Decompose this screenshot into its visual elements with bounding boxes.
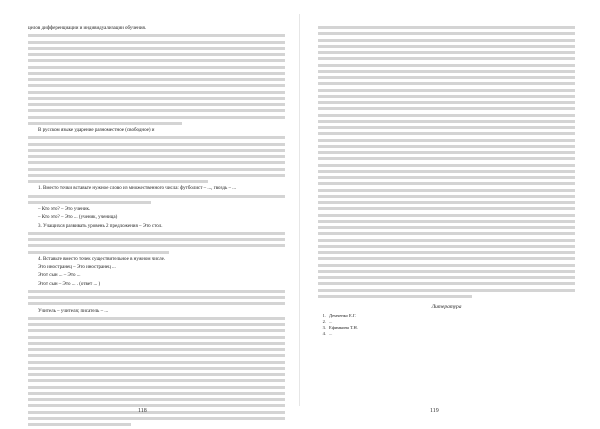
text-line	[28, 392, 285, 395]
text-line	[318, 45, 575, 48]
left-para-1	[28, 34, 285, 125]
text-line	[28, 348, 285, 351]
literature-item-number: 2.	[322, 318, 326, 324]
text-line	[318, 182, 575, 185]
text-line	[28, 72, 285, 75]
text-line	[28, 47, 285, 50]
text-line	[318, 164, 575, 167]
text-line	[318, 157, 575, 160]
text-line	[28, 417, 285, 420]
text-line	[28, 323, 285, 326]
text-line	[318, 220, 575, 223]
literature-item-number: 1.	[322, 312, 326, 318]
left-snippet-3: 1. Вместо точки вставьте нужное слово из множественного числа: футболист – ..., гвоздь – ...	[38, 186, 237, 192]
literature-list	[318, 313, 575, 337]
text-line	[318, 126, 575, 129]
left-snippet-11: Учитель – учителя; писатель – ...	[38, 308, 109, 314]
text-line	[318, 264, 575, 267]
text-line	[318, 107, 575, 110]
right-para-1	[318, 26, 575, 298]
text-line	[318, 51, 575, 54]
literature-item-text: ...	[329, 318, 333, 324]
left-snippet-5: – Кто это? – Это ... (ученик, ученица)	[38, 215, 118, 221]
text-line	[28, 251, 169, 254]
text-line	[28, 336, 285, 339]
literature-item	[318, 331, 575, 337]
text-line	[28, 244, 285, 247]
text-line	[28, 66, 285, 69]
text-line	[28, 168, 285, 171]
text-line	[28, 34, 285, 37]
text-line	[28, 329, 285, 332]
text-line	[318, 151, 575, 154]
page-gutter	[299, 14, 300, 406]
left-para-2	[28, 136, 285, 183]
left-page	[28, 26, 285, 429]
text-line	[318, 207, 575, 210]
literature-item-number: 4.	[322, 330, 326, 336]
text-line	[318, 64, 575, 67]
text-line	[28, 155, 285, 158]
left-snippet-10: Этот сын – Это ... . (ответ ... )	[38, 281, 101, 287]
text-line	[28, 143, 285, 146]
left-snippet-4: – Кто это? – Это ученик.	[38, 207, 91, 212]
right-page	[318, 26, 575, 337]
left-para-5	[28, 290, 285, 306]
left-para-3	[28, 195, 285, 204]
text-line	[28, 103, 285, 106]
text-line	[318, 276, 575, 279]
text-line	[318, 201, 575, 204]
left-snippet-8: Это иностранец – Это иностранец ...	[38, 265, 116, 270]
text-line	[28, 232, 285, 235]
text-line	[28, 398, 285, 401]
text-line	[318, 176, 575, 179]
text-line	[318, 26, 575, 29]
text-line	[28, 386, 285, 389]
text-line	[318, 89, 575, 92]
text-line	[28, 290, 285, 293]
text-line	[28, 180, 208, 183]
text-line	[318, 251, 575, 254]
left-snippet-2: В русском языке ударение разноместное (свободное) и	[38, 128, 155, 133]
literature-title: Литература	[431, 303, 462, 310]
text-line	[318, 289, 575, 292]
text-line	[28, 296, 285, 299]
text-line	[318, 76, 575, 79]
left-snippet-7: 4. Вставьте вместо точек существительное в нужном числе.	[38, 256, 166, 262]
text-line	[318, 114, 575, 117]
text-line	[318, 39, 575, 42]
text-line	[28, 423, 131, 426]
text-line	[318, 232, 575, 235]
left-snippet-6: 3. Учащихся развивать уровень 2 предложения – Это стол.	[38, 223, 163, 229]
text-line	[28, 109, 285, 112]
text-line	[318, 132, 575, 135]
text-line	[28, 116, 285, 119]
text-line	[28, 84, 285, 87]
text-line	[318, 139, 575, 142]
text-line	[28, 53, 285, 56]
text-line	[318, 189, 575, 192]
text-line	[318, 170, 575, 173]
text-line	[28, 122, 182, 125]
text-line	[318, 245, 575, 248]
left-snippet-1: целов дифференциации и индивидуализации обучения.	[28, 26, 147, 31]
text-line	[28, 361, 285, 364]
text-line	[28, 379, 285, 382]
text-line	[28, 91, 285, 94]
text-line	[28, 174, 285, 177]
text-line	[318, 57, 575, 60]
text-line	[318, 214, 575, 217]
left-para-6	[28, 317, 285, 426]
page-number-right: 119	[430, 408, 439, 414]
text-line	[28, 78, 285, 81]
text-line	[318, 70, 575, 73]
text-line	[28, 411, 285, 414]
literature-item-text: Ефимкина Т.Н.	[329, 324, 358, 330]
text-line	[28, 41, 285, 44]
literature-item-text: Демченко Е.Г.	[329, 312, 357, 318]
text-line	[28, 238, 285, 241]
text-line	[28, 201, 151, 204]
text-line	[28, 136, 285, 139]
text-line	[318, 82, 575, 85]
text-line	[318, 295, 472, 298]
text-line	[318, 101, 575, 104]
text-line	[28, 342, 285, 345]
left-snippet-9: Этот сын ... – Это ...	[38, 273, 81, 279]
text-line	[28, 367, 285, 370]
text-line	[28, 373, 285, 376]
text-line	[28, 195, 285, 198]
text-line	[28, 59, 285, 62]
text-line	[318, 270, 575, 273]
left-para-4	[28, 232, 285, 254]
literature-item-number: 3.	[322, 324, 326, 330]
text-line	[28, 354, 285, 357]
text-line	[318, 120, 575, 123]
text-line	[28, 149, 285, 152]
text-line	[318, 239, 575, 242]
text-line	[28, 404, 285, 407]
page-number-left: 118	[138, 408, 147, 414]
text-line	[28, 161, 285, 164]
text-line	[28, 97, 285, 100]
text-line	[318, 226, 575, 229]
text-line	[318, 145, 575, 148]
text-line	[318, 282, 575, 285]
text-line	[28, 317, 285, 320]
text-line	[318, 32, 575, 35]
text-line	[318, 195, 575, 198]
text-line	[318, 95, 575, 98]
literature-item-text: ...	[329, 330, 333, 336]
text-line	[28, 302, 285, 305]
text-line	[318, 257, 575, 260]
